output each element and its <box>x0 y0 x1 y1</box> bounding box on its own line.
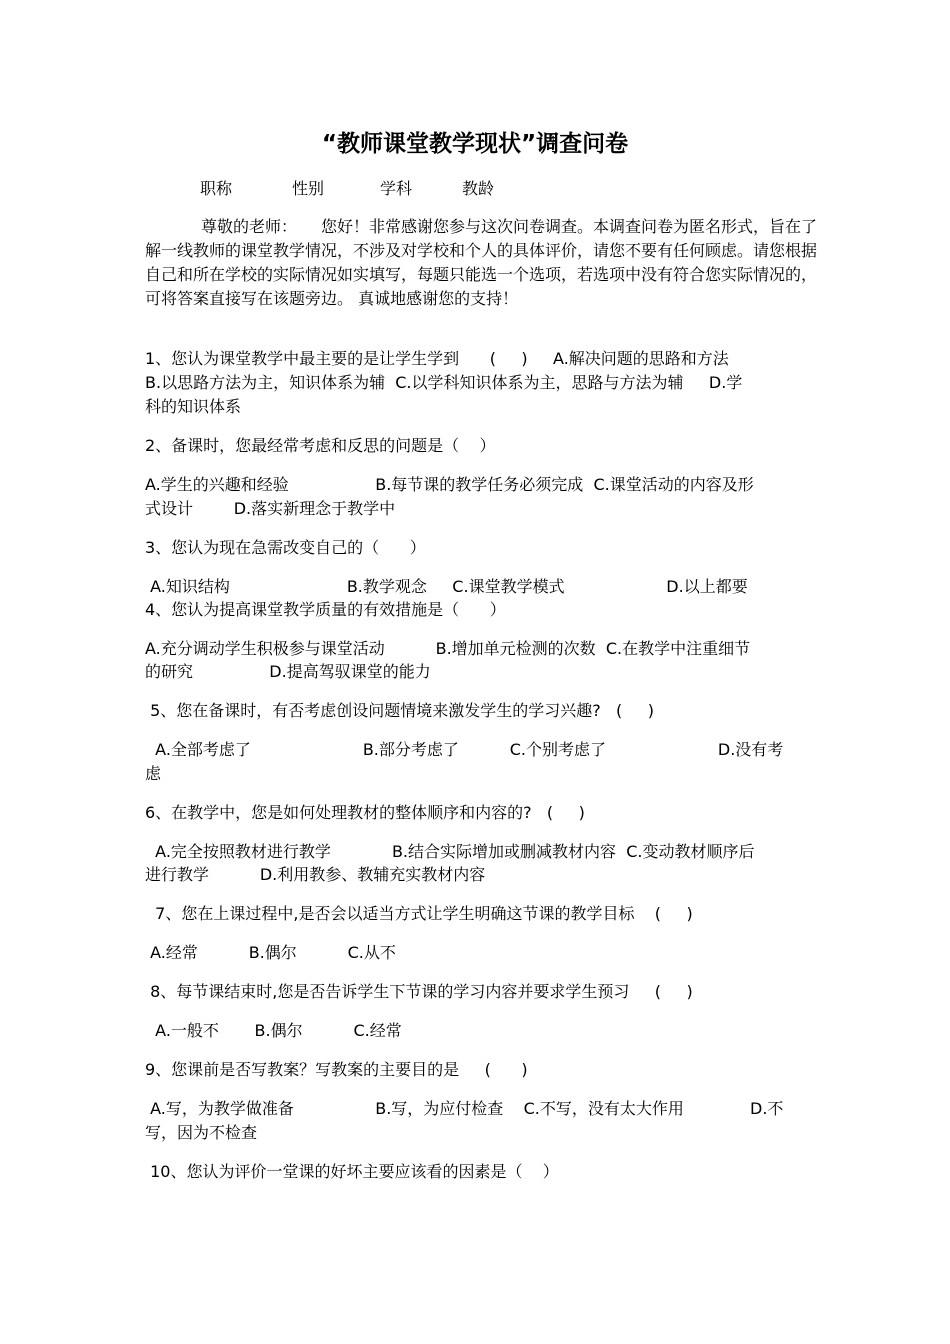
question-2: 2、备课时，您最经常考虑和反思的问题是（ ） <box>145 436 496 455</box>
question-1-line-2: B.以思路方法为主，知识体系为辅 C.以学科知识体系为主，思路与方法为辅 D.学 <box>145 373 743 392</box>
question-5-options-line-2: 虑 <box>145 764 162 783</box>
question-10: 10、您认为评价一堂课的好坏主要应该看的因素是（ ） <box>145 1162 559 1181</box>
question-8-options: A.一般不 B.偶尔 C.经常 <box>145 1021 402 1040</box>
question-7: 7、您在上课过程中,是否会以适当方式让学生明确这节课的教学目标 ( ) <box>145 904 693 923</box>
question-8: 8、每节课结束时,您是否告诉学生下节课的学习内容并要求学生预习 ( ) <box>145 982 693 1001</box>
question-2-options-line-1: A.学生的兴趣和经验 B.每节课的教学任务必须完成 C.课堂活动的内容及形 <box>145 475 754 494</box>
question-3-options: A.知识结构 B.教学观念 C.课堂教学模式 D.以上都要 <box>145 577 748 596</box>
field-subject-label: 学科 <box>380 179 413 198</box>
question-4: 4、您认为提高课堂教学质量的有效措施是（ ） <box>145 600 506 619</box>
question-5: 5、您在备课时，有否考虑创设问题情境来激发学生的学习兴趣? ( ) <box>145 701 654 720</box>
question-5-options-line-1: A.全部考虑了 B.部分考虑了 C.个别考虑了 D.没有考 <box>145 740 784 759</box>
question-1-line-3: 科的知识体系 <box>145 397 242 416</box>
page-title: “教师课堂教学现状”调查问卷 <box>321 131 629 157</box>
question-9-options-line-1: A.写，为教学做准备 B.写，为应付检查 C.不写，没有太大作用 D.不 <box>145 1099 784 1118</box>
question-9: 9、您课前是否写教案？写教案的主要目的是 ( ) <box>145 1060 528 1079</box>
question-6-options-line-1: A.完全按照教材进行教学 B.结合实际增加或删减教材内容 C.变动教材顺序后 <box>145 842 755 861</box>
question-9-options-line-2: 写，因为不检查 <box>145 1123 258 1142</box>
question-1-line-1: 1、您认为课堂教学中最主要的是让学生学到 ( ) A.解决问题的思路和方法 <box>145 349 729 368</box>
intro-paragraph: 尊敬的老师： 您好！非常感谢您参与这次问卷调查。本调查问卷为匿名形式，旨在了解一线教师的课堂教学情况，不涉及对学校和个人的具体评价，请您不要有任何顾虑。请您根据自己和所在学校的实际情况如实填写，每题只能选一个选项，若选项中没有符合您实际情况的，可将答案直接写在该题旁边。 真诚地感谢您的支持！ <box>145 217 818 308</box>
question-6: 6、在教学中，您是如何处理教材的整体顺序和内容的? ( ) <box>145 803 585 822</box>
field-title-label: 职称 <box>200 179 233 198</box>
question-4-options-line-2: 的研究 D.提高驾驭课堂的能力 <box>145 662 431 681</box>
question-6-options-line-2: 进行教学 D.利用教参、教辅充实教材内容 <box>145 865 486 884</box>
question-7-options: A.经常 B.偶尔 C.从不 <box>145 943 396 962</box>
question-2-options-line-2: 式设计 D.落实新理念于教学中 <box>145 499 396 518</box>
field-years-label: 教龄 <box>462 179 495 198</box>
field-gender-label: 性别 <box>292 179 325 198</box>
question-4-options-line-1: A.充分调动学生积极参与课堂活动 B.增加单元检测的次数 C.在教学中注重细节 <box>145 639 751 658</box>
question-3: 3、您认为现在急需改变自己的（ ） <box>145 538 426 557</box>
